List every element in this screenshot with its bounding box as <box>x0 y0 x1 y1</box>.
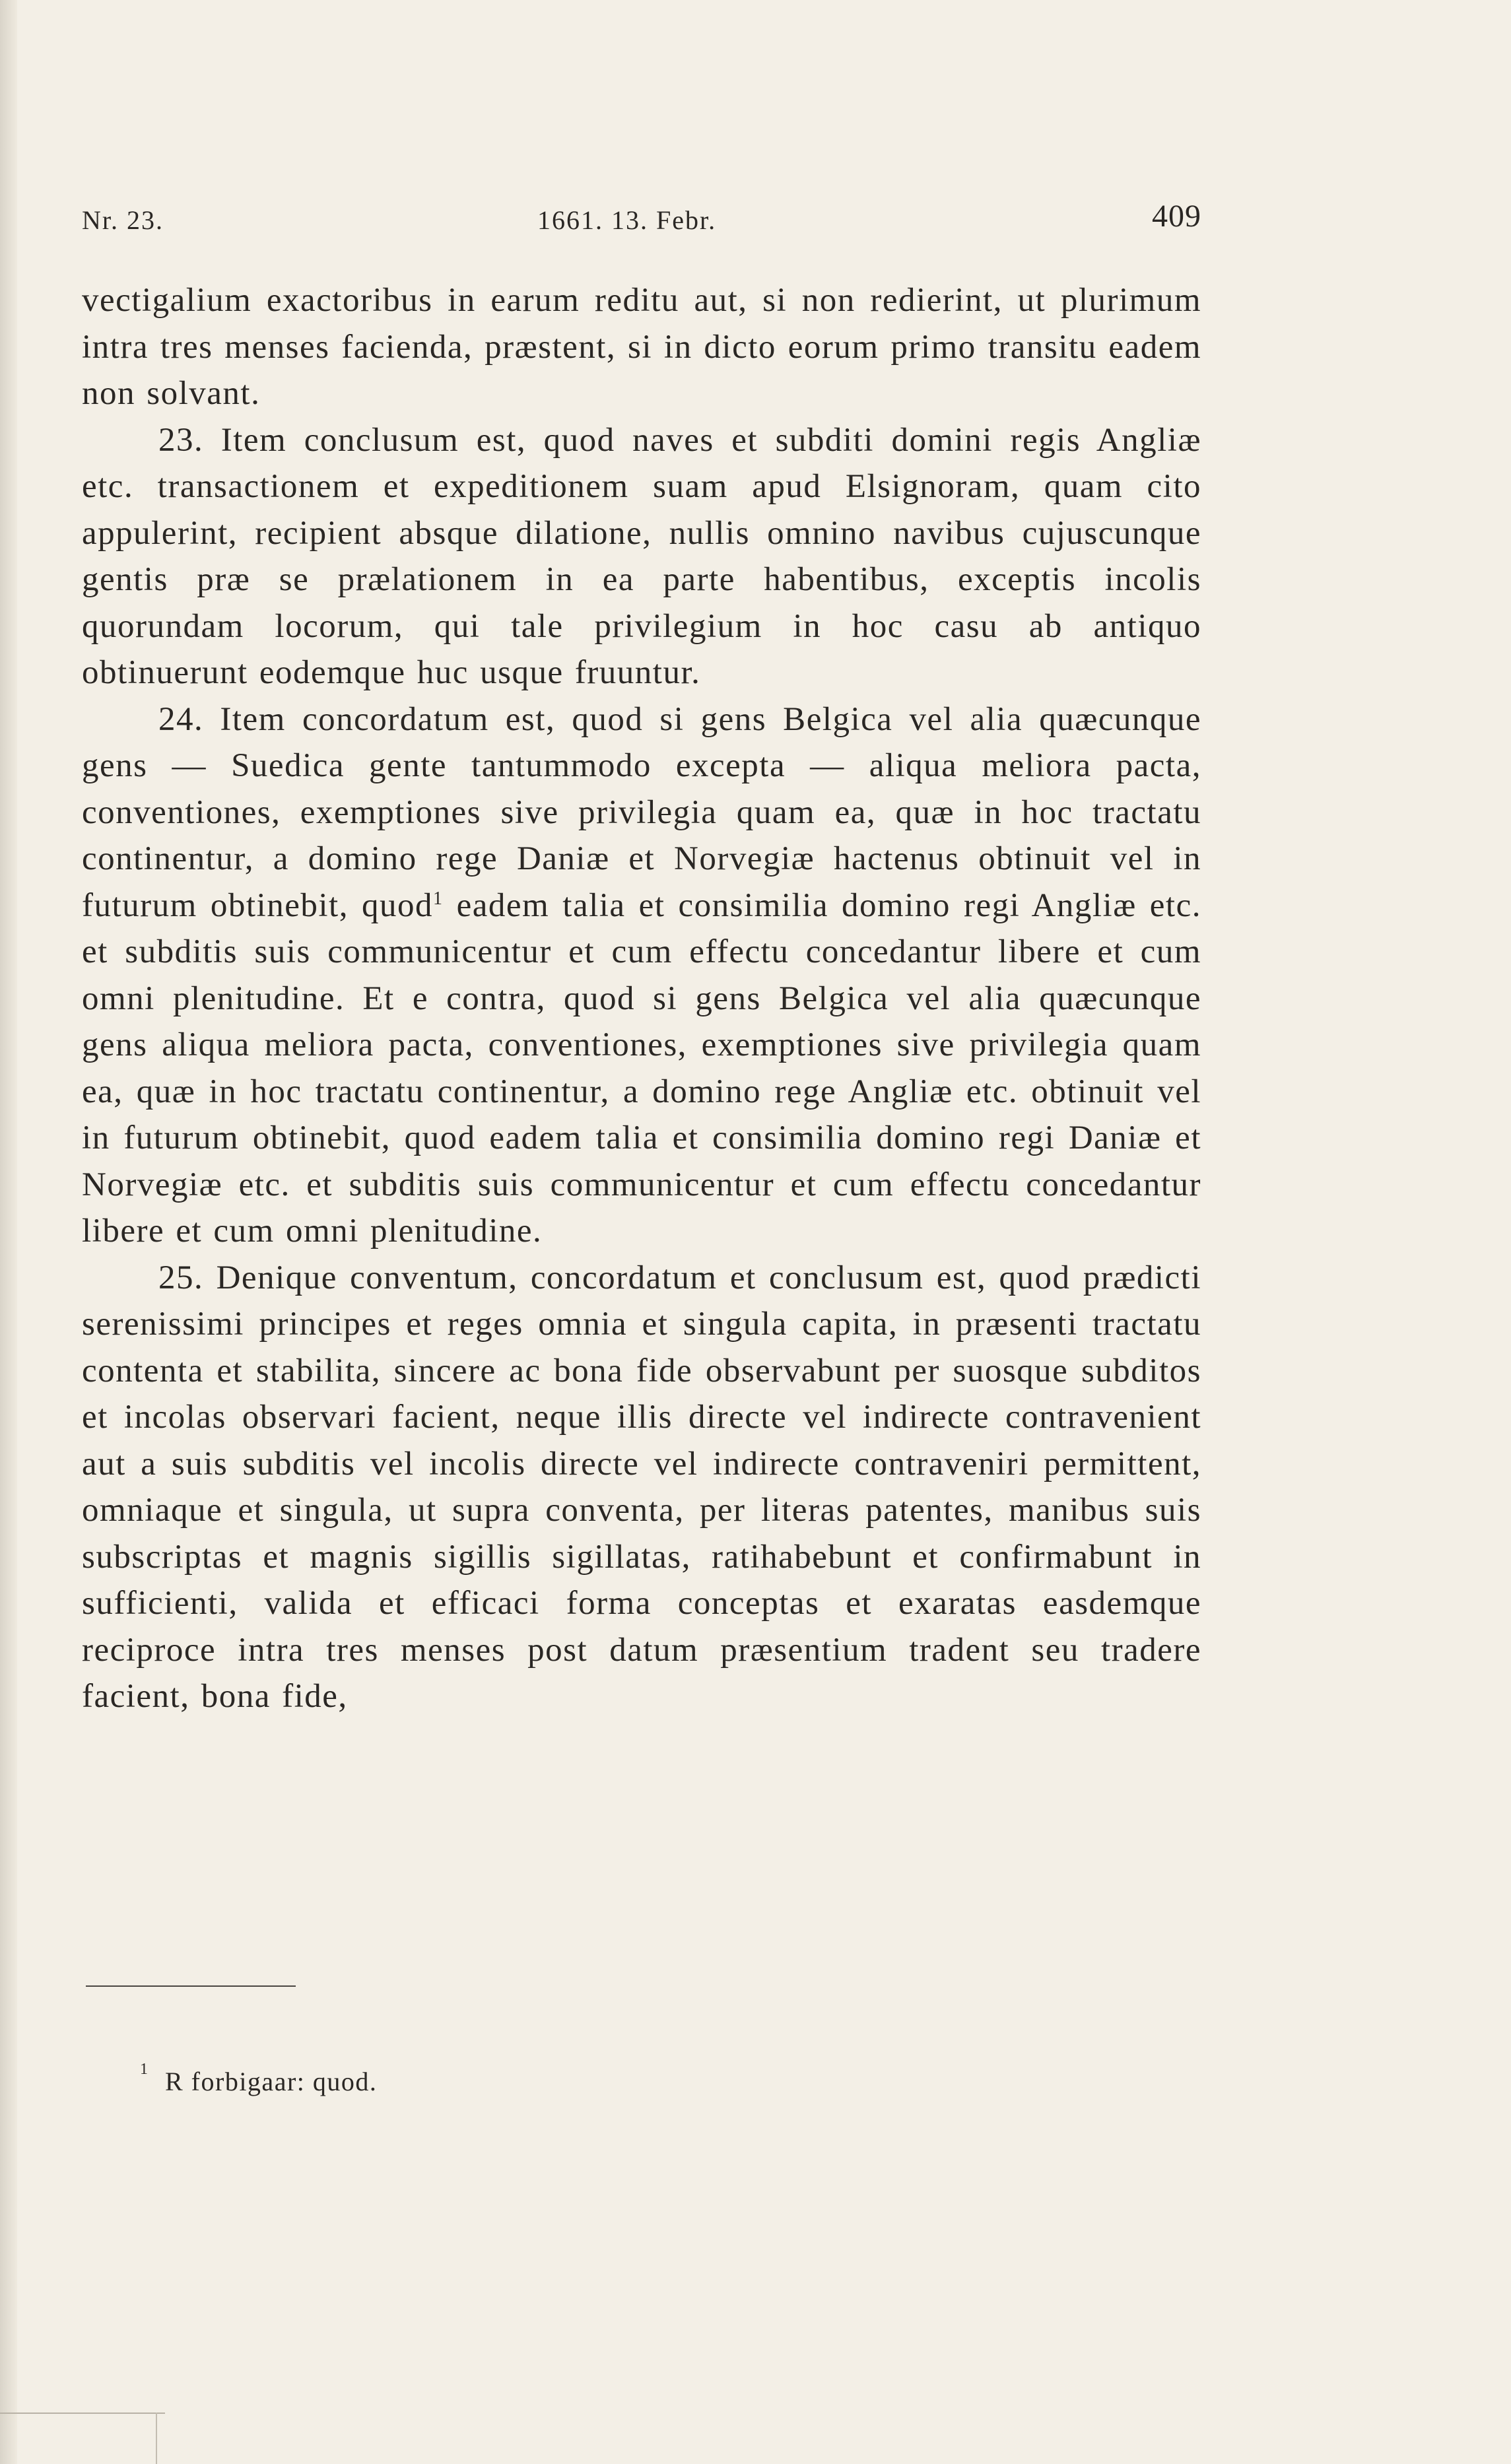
footnote-divider <box>86 1985 296 1987</box>
page-number: 409 <box>1152 199 1201 234</box>
paragraph-continuation: vectigalium exactoribus in earum reditu aut, si non redierint, ut plurimum intra tres menses facienda, præstent, si in dicto eorum primo transitu eadem non solvant. <box>82 282 1201 412</box>
document-number: Nr. 23. <box>82 205 164 235</box>
footnote-text: R forbigaar: quod. <box>165 2067 378 2096</box>
corner-mark-vertical <box>156 2413 157 2464</box>
page-edge <box>0 0 17 2464</box>
paragraph-article-25: 25. Denique conventum, concordatum et conclusum est, quod prædicti serenissimi principes et reges omnia et singula capita, in præsenti tractatu contenta et stabilita, sincere ac bona fide observabunt per suosque subditos et incolas observari facient, neque illis directe vel indirecte contravenient aut a suis subditis vel incolis directe vel indirecte contraveniri permittent, omniaque et singula, ut supra conventa, per literas patentes, manibus suis subscriptas et magnis sigillis sigillatas, ratihabebunt et confirmabunt in sufficienti, valida et efficaci forma conceptas et exaratas easdemque reciproce intra tres menses post datum præsentium tradent seu tradere facient, bona fide, <box>82 1259 1201 1715</box>
running-head <box>82 198 1201 251</box>
footnote-marker: 1 <box>140 2061 149 2078</box>
footnote <box>140 2061 378 2097</box>
paragraph-article-23: 23. Item conclusum est, quod naves et subditi domini regis Angliæ etc. transactionem et expeditionem suam apud Elsignoram, quam cito appulerint, recipient absque dilatione, nullis omnino navibus cujuscunque gentis præ se prælationem in ea parte habentibus, exceptis incolis quorundam locorum, qui tale privilegium in hoc casu ab antiquo obtinuerunt eodemque huc usque fruuntur. <box>82 421 1201 691</box>
corner-mark <box>0 2413 165 2414</box>
footnote-reference: 1 <box>433 888 444 909</box>
article-24-part-1: 24. Item concordatum est, quod si gens Belgica vel alia quæcunque gens — Suedica gente tantummodo excepta — aliqua meliora pacta, conventiones, exemptiones sive privilegia quam ea, quæ in hoc tractatu continentur, a domino rege Daniæ et Norvegiæ hactenus obtinuit vel in futurum obtinebit, quod <box>82 700 1201 924</box>
paragraph-article-24 <box>82 696 1201 1255</box>
body-text <box>82 277 1201 1720</box>
article-24-part-2: eadem talia et consimilia domino regi Angliæ etc. et subditis suis communicentur et cum effectu concedantur libere et cum omni plenitudine. Et e contra, quod si gens Belgica vel alia quæcunque gens aliqua meliora pacta, conventiones, exemptiones sive privilegia quam ea, quæ in hoc tractatu continentur, a domino rege Angliæ etc. obtinuit vel in futurum obtinebit, quod eadem talia et consimilia domino regi Daniæ et Norvegiæ etc. et subditis suis communicentur et cum effectu concedantur libere et cum omni plenitudine. <box>82 886 1201 1249</box>
document-date: 1661. 13. Febr. <box>537 205 717 235</box>
